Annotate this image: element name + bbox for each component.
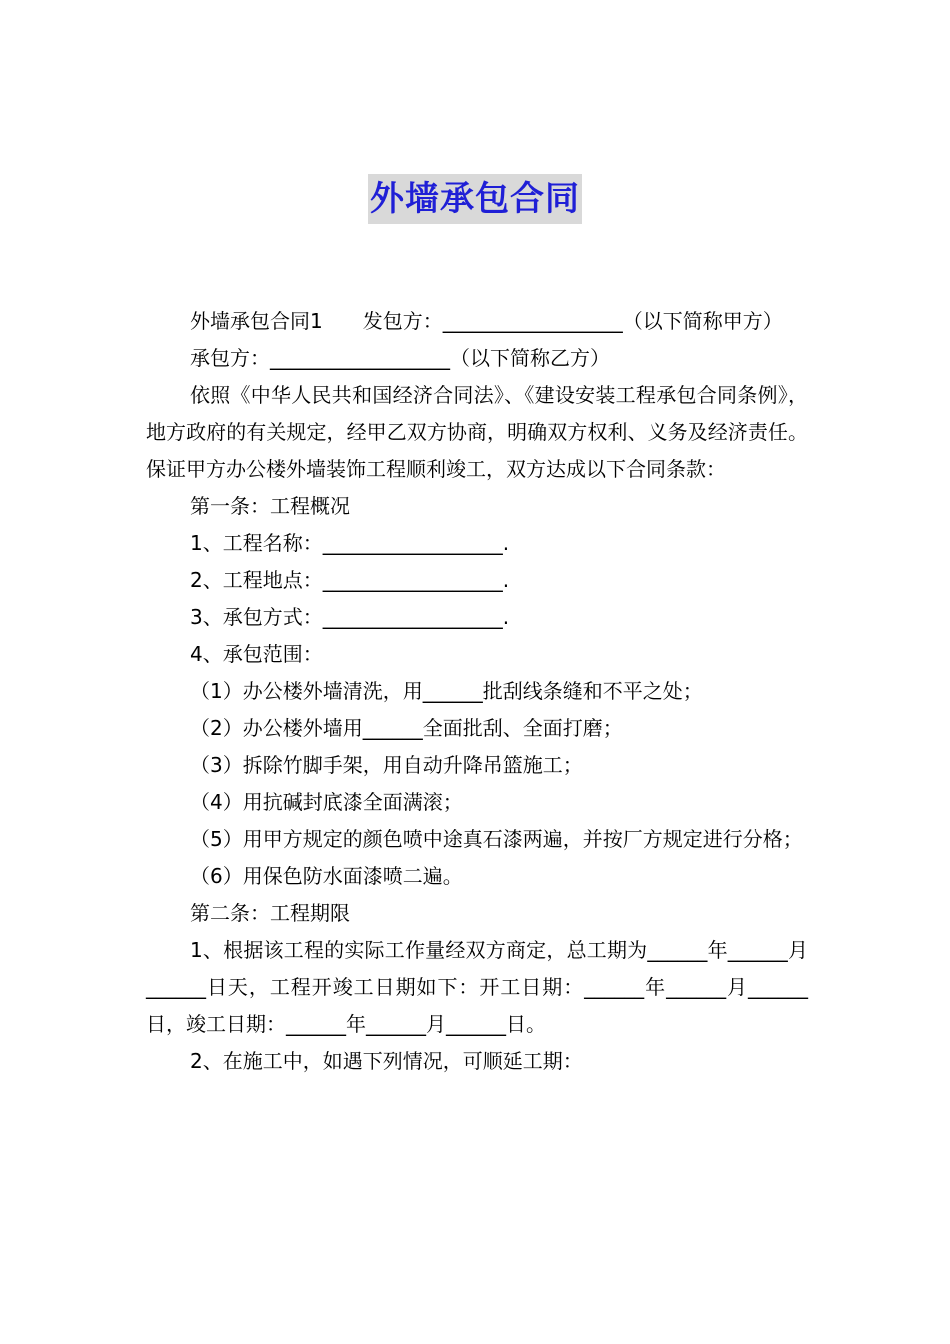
list-item-extension: 2、在施工中，如遇下列情况，可顺延工期：: [190, 1049, 583, 1073]
paragraph-legal-basis: 依照《中华人民共和国经济合同法》、《建设安装工程承包合同条例》，地方政府的有关规定，经甲乙双方协商，明确双方权利、义务及经济责任。保证甲方办公楼外墙装饰工程顺利竣工，双方达成以下合同条款：: [146, 383, 808, 481]
document-title-text: 外墙承包合同: [368, 174, 582, 224]
section-heading-project-period: 第二条：工程期限: [190, 901, 350, 925]
scope-item-4: （4）用抗碱封底漆全面满滚；: [190, 790, 463, 814]
scope-item-2: （2）办公楼外墙用______全面批刮、全面打磨；: [190, 716, 623, 740]
list-item-contract-scope: 4、承包范围：: [190, 642, 323, 666]
scope-item-5: （5）用甲方规定的颜色喷中途真石漆两遍，并按厂方规定进行分格；: [190, 827, 803, 851]
document-title: [0, 174, 950, 224]
scope-item-1: （1）办公楼外墙清洗，用______批刮线条缝和不平之处；: [190, 679, 703, 703]
list-item-project-location: 2、工程地点：__________________.: [190, 568, 510, 592]
document-body: [146, 303, 808, 1080]
scope-item-3: （3）拆除竹脚手架，用自动升降吊篮施工；: [190, 753, 583, 777]
list-item-schedule: 1、根据该工程的实际工作量经双方商定，总工期为______年______月______日天，工程开竣工日期如下：开工日期：______年______月______日，竣工日期：______年______月______日。: [146, 938, 808, 1036]
section-heading-project-overview: 第一条：工程概况: [190, 494, 350, 518]
paragraph-contractor: 承包方：__________________（以下简称乙方）: [190, 346, 610, 370]
scope-item-6: （6）用保色防水面漆喷二遍。: [190, 864, 463, 888]
list-item-contract-method: 3、承包方式：__________________.: [190, 605, 510, 629]
list-item-project-name: 1、工程名称：__________________.: [190, 531, 510, 555]
paragraph-intro-parties: 外墙承包合同1 发包方：__________________（以下简称甲方）: [190, 309, 783, 333]
